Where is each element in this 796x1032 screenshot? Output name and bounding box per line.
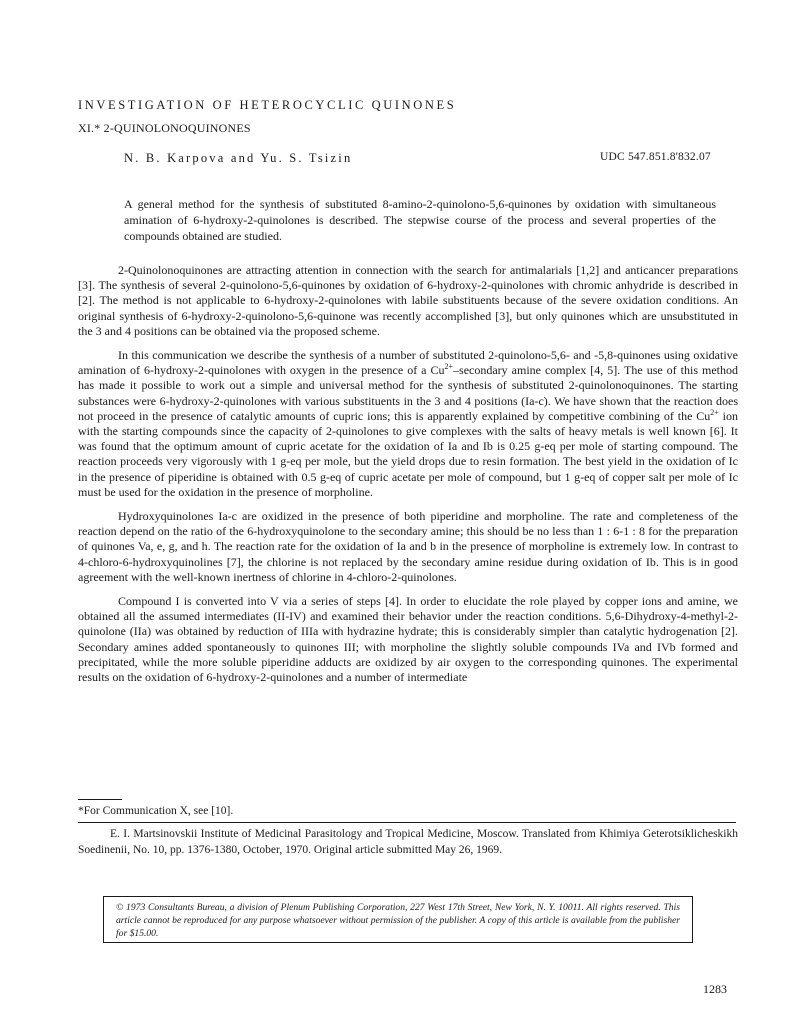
- authors: N. B. Karpova and Yu. S. Tsizin: [124, 151, 353, 165]
- body-paragraph-2-part-b: –secondary amine complex [4, 5]. The use of this method has made it possible to work out a simple and universal method for the synthesis of substituted 2-quinolonoquinones. The starting substances were 6-hydroxy-2-quinolones with various substituents in the 3 and 4 positions (Ia-c). We have shown that the reaction does not proceed in the presence of catalytic amounts of cupric ions; this is apparently explained by competitive combining of the Cu: [78, 363, 738, 423]
- body-paragraph-2: [78, 348, 738, 500]
- part-title: XI.* 2-QUINOLONOQUINONES: [78, 121, 251, 135]
- body-paragraph-2-part-c: ion with the starting compounds since the capacity of 2-quinolones to give complexes with the salts of heavy metals is well known [6]. It was found that the optimum amount of cupric acetate for the oxidation of Ia and Ib is 0.25 g-eq per mole of starting compound. The reaction proceeds very vigorously with 1 g-eq per mole, but the yield drops due to resin formation. The best yield in the oxidation of Ic in the presence of piperidine is obtained with 0.5 g-eq of cupric acetate per mole of compound, but 1 g-eq of copper salt per mole of Ic must be used for the oxidation in the presence of morpholine.: [78, 408, 738, 499]
- abstract: A general method for the synthesis of substituted 8-amino-2-quinolono-5,6-quinones by oxidation with simultaneous amination of 6-hydroxy-2-quinolones is described. The stepwise course of the process and several properties of the compounds obtained are studied.: [124, 197, 716, 243]
- affiliation-divider: [78, 822, 736, 823]
- body-paragraph-3: Hydroxyquinolones Ia-c are oxidized in the presence of both piperidine and morpholine. The rate and completeness of the reaction depend on the ratio of the 6-hydroxyquinolone to the secondary amine; this should be no less than 1 : 6-1 : 8 for the preparation of quinones Va, e, g, and h. The reaction rate for the oxidation of Ia and b in the presence of morpholine is extremely low. In contrast to 4-chloro-6-hydroxyquinolines [7], the chlorine is not replaced by the secondary amine residue during oxidation of Ib. This is in good agreement with the well-known inertness of chlorine in 4-chloro-2-quinolones.: [78, 509, 738, 584]
- udc-code: UDC 547.851.8'832.07: [600, 151, 711, 163]
- body-paragraph-2-part-a: In this communication we describe the synthesis of a number of substituted 2-quinolono-5,6- and -5,8-quinones using oxidative amination of 6-hydroxy-2-quinolones with oxygen in the presence of a Cu: [78, 348, 738, 378]
- footnote-divider: [78, 799, 122, 800]
- article-body: [78, 263, 738, 694]
- page-number: 1283: [703, 982, 727, 996]
- series-title: INVESTIGATION OF HETEROCYCLIC QUINONES: [78, 98, 457, 112]
- copyright-notice: © 1973 Consultants Bureau, a division of Plenum Publishing Corporation, 227 West 17th Street, New York, N. Y. 10011. All rights reserved. This article cannot be reproduced for any purpose whatsoever without permission of the publisher. A copy of this article is available from the publisher for $15.00.: [103, 896, 693, 943]
- superscript-charge: 2+: [444, 362, 454, 372]
- footnote: *For Communication X, see [10].: [78, 805, 234, 817]
- superscript-charge: 2+: [710, 407, 719, 417]
- body-paragraph-1: 2-Quinolonoquinones are attracting attention in connection with the search for antimalarials [1,2] and anticancer preparations [3]. The synthesis of several 2-quinolono-5,6-quinones by oxidation of 6-hydroxy-2-quinolones with chromic anhydride is described in [2]. The method is not applicable to 6-hydroxy-2-quinolones with labile substituents because of the severe oxidation conditions. An original synthesis of 6-hydroxy-2-quinolono-5,6-quinone was recently accomplished [3], but only quinones which are unsubstituted in the 3 and 4 positions can be obtained via the proposed scheme.: [78, 263, 738, 338]
- body-paragraph-4: Compound I is converted into V via a series of steps [4]. In order to elucidate the role played by copper ions and amine, we obtained all the assumed intermediates (II-IV) and examined their behavior under the reaction conditions. 5,6-Dihydroxy-4-methyl-2-quinolone (IIa) was obtained by reduction of IIIa with hydrazine hydrate; this is considerably simpler than catalytic hydrogenation [2]. Secondary amines added spontaneously to quinones III; with morpholine the slightly soluble compounds IVa and IVb formed and precipitated, while the more soluble piperidine adducts are oxidized by air oxygen to the corresponding quinones. The experimental results on the oxidation of 6-hydroxy-2-quinolones and a number of intermediate: [78, 594, 738, 685]
- affiliation: E. I. Martsinovskii Institute of Medicinal Parasitology and Tropical Medicine, Moscow. Translated from Khimiya Geterotsiklicheskikh Soedinenii, No. 10, pp. 1376-1380, October, 1970. Original article submitted May 26, 1969.: [78, 828, 738, 856]
